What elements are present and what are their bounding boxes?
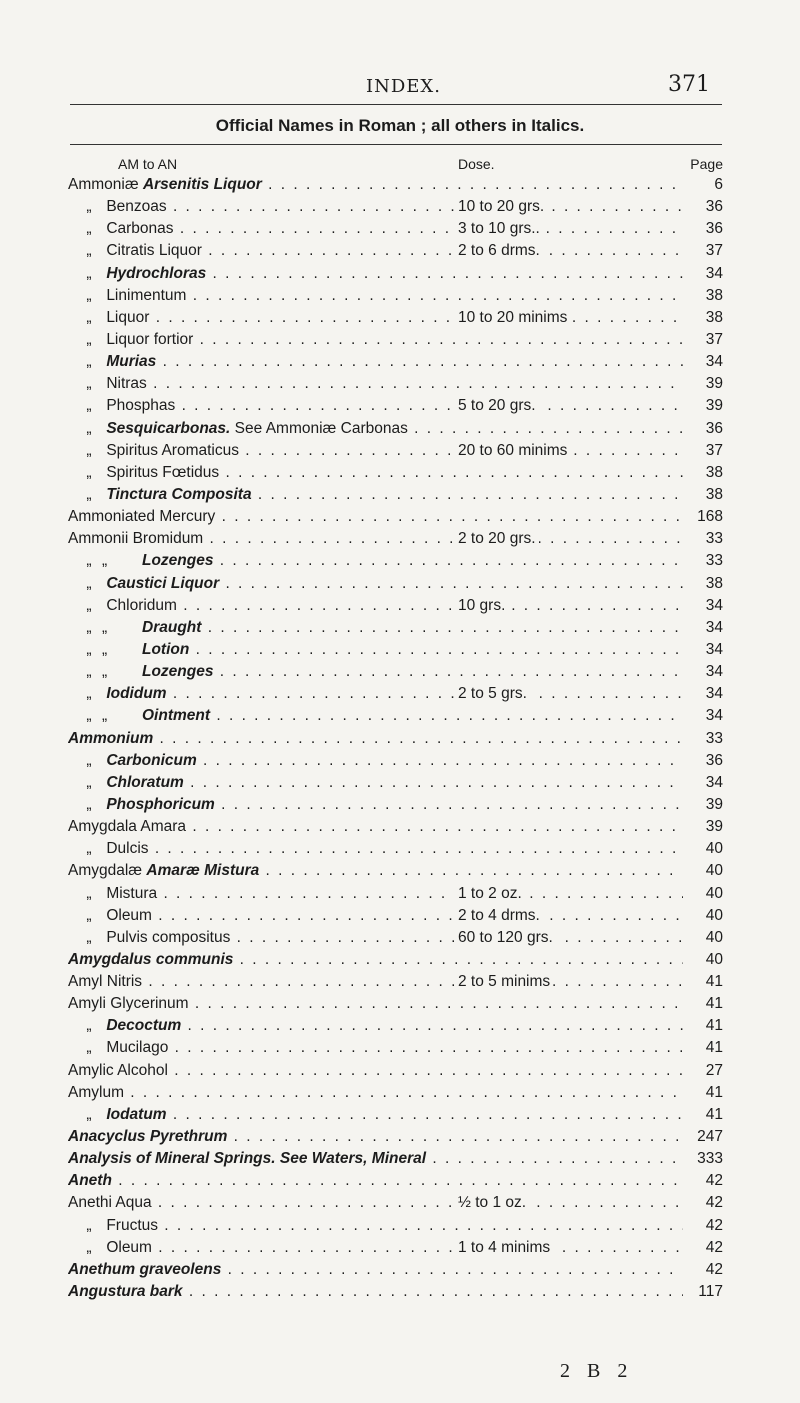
entry-name: Murias: [106, 353, 157, 371]
entry-leader: [68, 462, 683, 484]
entry-leader: [68, 218, 683, 240]
index-entry: [68, 174, 723, 196]
ditto-mark: „: [86, 574, 92, 592]
entry-name: Spiritus Fœtidus: [106, 463, 220, 481]
entry-page: 42: [683, 1215, 723, 1237]
ditto-mark: „: [102, 707, 108, 725]
ditto-mark: „: [86, 220, 92, 238]
index-entry: [68, 1126, 723, 1148]
entry-page: 40: [683, 949, 723, 971]
entry-page: 6: [683, 174, 723, 196]
index-entry: [68, 927, 723, 949]
entry-page: 36: [683, 218, 723, 240]
entry-name: Hydrochloras: [106, 264, 207, 282]
index-entry: [68, 639, 723, 661]
index-entry: [68, 728, 723, 750]
entry-page: 41: [683, 993, 723, 1015]
entry-leader: [68, 993, 683, 1015]
entry-leader: [68, 705, 683, 727]
entry-name: Mucilago: [106, 1039, 169, 1057]
column-headers: [68, 156, 723, 176]
entry-leader: [68, 1104, 683, 1126]
entry-dose: 20 to 60 minims: [454, 440, 570, 462]
entry-page: 33: [683, 728, 723, 750]
index-entry: [68, 1104, 723, 1126]
entry-page: 40: [683, 905, 723, 927]
index-entry: [68, 683, 723, 705]
entry-page: 39: [683, 373, 723, 395]
entry-page: 247: [683, 1126, 723, 1148]
entry-dose: 2 to 6 drms.: [454, 240, 543, 262]
index-entry: [68, 1037, 723, 1059]
entry-leader: [68, 484, 683, 506]
entry-page: 36: [683, 196, 723, 218]
entry-leader: [68, 1015, 683, 1037]
index-entry: [68, 1259, 723, 1281]
index-entry: [68, 750, 723, 772]
entry-name: Citratis Liquor: [106, 242, 202, 260]
ditto-mark: „: [86, 1216, 92, 1234]
ditto-mark: „: [86, 707, 92, 725]
entry-name: Carbonas: [106, 220, 174, 238]
entry-page: 42: [683, 1237, 723, 1259]
entry-page: 40: [683, 838, 723, 860]
entry-page: 42: [683, 1259, 723, 1281]
entry-name: Linimentum: [106, 286, 187, 304]
entry-name: Amygdalus communis: [68, 950, 234, 968]
entry-name: Iodatum: [106, 1105, 167, 1123]
entry-leader: [68, 661, 683, 683]
entry-name: Anacyclus Pyrethrum: [68, 1128, 228, 1146]
entry-page: 34: [683, 705, 723, 727]
entry-name: Draught: [142, 618, 202, 636]
entry-page: 41: [683, 1015, 723, 1037]
index-entry: [68, 550, 723, 572]
index-entry: [68, 860, 723, 882]
entry-leader: [68, 1215, 683, 1237]
ditto-mark: „: [86, 773, 92, 791]
entry-name-secondary: See Waters, Mineral: [279, 1150, 427, 1168]
entry-name: Mistura: [106, 884, 158, 902]
entry-page: 34: [683, 595, 723, 617]
ditto-mark: „: [86, 308, 92, 326]
entry-name: Phosphoricum: [106, 795, 215, 813]
entry-page: 168: [683, 506, 723, 528]
entry-leader: [68, 905, 683, 927]
entry-leader: [68, 351, 683, 373]
entry-leader: [68, 639, 683, 661]
ditto-mark: „: [102, 663, 108, 681]
entry-name: Lozenges: [142, 552, 214, 570]
entry-name: Phosphas: [106, 397, 176, 415]
index-subtitle: Official Names in Roman ; all others in Italics.: [215, 116, 585, 135]
entry-name: Dulcis: [106, 840, 149, 858]
entry-name: Tinctura Composita: [106, 485, 252, 503]
entry-page: 36: [683, 418, 723, 440]
index-entry: [68, 993, 723, 1015]
index-entry: [68, 263, 723, 285]
entry-name: Ammonii Bromidum: [68, 530, 204, 548]
entry-name: Amyl Nitris: [68, 973, 143, 991]
entry-name: Amylic Alcohol: [68, 1061, 168, 1079]
ditto-mark: „: [86, 485, 92, 503]
index-entry: [68, 1060, 723, 1082]
ditto-mark: „: [86, 1017, 92, 1035]
ditto-mark: „: [86, 264, 92, 282]
ditto-mark: „: [86, 596, 92, 614]
entry-page: 34: [683, 263, 723, 285]
entry-page: 34: [683, 772, 723, 794]
entry-page: 33: [683, 528, 723, 550]
ditto-mark: „: [86, 906, 92, 924]
entry-dose: 2 to 5 grs.: [454, 683, 530, 705]
ditto-mark: „: [86, 552, 92, 570]
index-entry: [68, 838, 723, 860]
ditto-mark: „: [86, 1105, 92, 1123]
index-entry: [68, 285, 723, 307]
entry-leader: [68, 1170, 683, 1192]
entry-name: Ammoniæ: [68, 176, 139, 193]
entry-page: 42: [683, 1170, 723, 1192]
entry-name: Decoctum: [106, 1017, 182, 1035]
index-entry: [68, 1015, 723, 1037]
ditto-mark: „: [102, 618, 108, 636]
entry-name: Amygdala Amara: [68, 818, 187, 836]
entry-leader: [68, 1237, 683, 1259]
entry-page: 38: [683, 307, 723, 329]
header-rule: [70, 104, 722, 105]
entry-page: 38: [683, 285, 723, 307]
index-entry: [68, 373, 723, 395]
ditto-mark: „: [86, 397, 92, 415]
entry-leader: [68, 1148, 683, 1170]
index-entry: [68, 440, 723, 462]
ditto-mark: „: [86, 640, 92, 658]
entry-page: 38: [683, 484, 723, 506]
entry-leader: [68, 196, 683, 218]
signature-mark: 2 B 2: [560, 1360, 634, 1382]
entry-leader: [68, 949, 683, 971]
index-entry: [68, 351, 723, 373]
entry-page: 39: [683, 816, 723, 838]
entry-dose: 3 to 10 grs..: [454, 218, 543, 240]
entry-dose: 2 to 20 grs.: [454, 528, 539, 550]
entry-leader: [68, 573, 683, 595]
entry-leader: [68, 728, 683, 750]
entry-dose: 2 to 5 minims: [454, 971, 553, 993]
entry-leader: [68, 550, 683, 572]
entry-dose: ½ to 1 oz.: [454, 1192, 529, 1214]
subtitle-rule: [70, 144, 722, 145]
entry-page: 36: [683, 750, 723, 772]
entry-dose: 1 to 2 oz.: [454, 883, 525, 905]
entry-name: Nitras: [106, 375, 147, 393]
entry-name: Analysis of Mineral Springs.: [68, 1150, 276, 1168]
entry-leader: [68, 883, 683, 905]
entry-name: Liquor: [106, 308, 150, 326]
entry-name: Ammonium: [68, 729, 154, 747]
entry-leader: [68, 772, 683, 794]
index-entry: [68, 506, 723, 528]
entry-page: 41: [683, 1037, 723, 1059]
entry-name: Lotion: [142, 640, 190, 658]
entry-name: Chloratum: [106, 773, 184, 791]
entry-name-secondary: Arsenitis Liquor: [142, 176, 262, 193]
index-entry: [68, 883, 723, 905]
index-entry: [68, 218, 723, 240]
entry-page: 333: [683, 1148, 723, 1170]
entry-page: 34: [683, 683, 723, 705]
entry-name: Caustici Liquor: [106, 574, 220, 592]
ditto-mark: „: [86, 463, 92, 481]
running-head: [0, 72, 800, 102]
entry-leader: [68, 750, 683, 772]
entry-leader: [68, 927, 683, 949]
ditto-mark: „: [86, 242, 92, 260]
entry-leader: [68, 240, 683, 262]
entry-leader: [68, 1060, 683, 1082]
entry-name: Oleum: [106, 1238, 152, 1256]
index-entry: [68, 816, 723, 838]
entry-leader: [68, 794, 683, 816]
index-entries: [68, 174, 723, 1303]
entry-name: Ammoniated Mercury: [68, 508, 216, 526]
entry-leader: [68, 860, 683, 882]
entry-leader: [68, 1126, 683, 1148]
entry-leader: [68, 683, 683, 705]
entry-leader: [68, 971, 683, 993]
index-entry: [68, 329, 723, 351]
ditto-mark: „: [86, 330, 92, 348]
entry-name-secondary: Amaræ Mistura: [146, 862, 260, 880]
entry-page: 38: [683, 462, 723, 484]
entry-leader: [68, 1281, 683, 1303]
entry-page: 34: [683, 639, 723, 661]
index-entry: [68, 661, 723, 683]
entry-name: Pulvis compositus: [106, 928, 231, 946]
entry-name: Carbonicum: [106, 751, 197, 769]
index-entry: [68, 196, 723, 218]
entry-leader: [68, 816, 683, 838]
entry-leader: [68, 373, 683, 395]
entry-dose: 1 to 4 minims: [454, 1237, 553, 1259]
entry-leader: [68, 1192, 683, 1214]
entry-leader: [68, 617, 683, 639]
ditto-mark: „: [86, 441, 92, 459]
ditto-mark: „: [86, 685, 92, 703]
entry-name: Benzoas: [106, 198, 167, 216]
entry-page: 33: [683, 550, 723, 572]
entry-page: 39: [683, 794, 723, 816]
ditto-mark: „: [86, 198, 92, 216]
index-entry: [68, 705, 723, 727]
entry-leader: [68, 395, 683, 417]
entry-dose: 10 to 20 minims: [454, 307, 570, 329]
entry-leader: [68, 1082, 683, 1104]
ditto-mark: „: [86, 928, 92, 946]
index-entry: [68, 1082, 723, 1104]
ditto-mark: „: [86, 840, 92, 858]
entry-leader: [68, 528, 683, 550]
index-entry: [68, 418, 723, 440]
entry-name: Amygdalæ: [68, 862, 143, 880]
entry-page: 117: [683, 1281, 723, 1303]
dose-header: Dose.: [458, 156, 495, 172]
entry-page: 41: [683, 1104, 723, 1126]
index-entry: [68, 1170, 723, 1192]
ditto-mark: „: [86, 884, 92, 902]
index-entry: [68, 772, 723, 794]
index-entry: [68, 617, 723, 639]
entry-page: 40: [683, 860, 723, 882]
index-entry: [68, 595, 723, 617]
index-entry: [68, 1148, 723, 1170]
entry-leader: [68, 506, 683, 528]
entry-page: 42: [683, 1192, 723, 1214]
index-entry: [68, 1237, 723, 1259]
entry-page: 37: [683, 440, 723, 462]
entry-page: 37: [683, 240, 723, 262]
entry-page: 34: [683, 617, 723, 639]
entry-name: Oleum: [106, 906, 152, 924]
entry-dose: 5 to 20 grs.: [454, 395, 539, 417]
page-number: 371: [668, 72, 710, 97]
entry-page: 41: [683, 1082, 723, 1104]
entry-leader: [68, 329, 683, 351]
index-entry: [68, 484, 723, 506]
index-entry: [68, 573, 723, 595]
ditto-mark: „: [86, 1238, 92, 1256]
ditto-mark: „: [86, 353, 92, 371]
index-entry: [68, 395, 723, 417]
entry-leader: [68, 595, 683, 617]
entry-leader: [68, 440, 683, 462]
entry-name: Spiritus Aromaticus: [106, 441, 239, 459]
entry-leader: [68, 1037, 683, 1059]
entry-name: Amylum: [68, 1083, 124, 1101]
entry-leader: [68, 838, 683, 860]
entry-name: Fructus: [106, 1216, 158, 1234]
entry-name: Lozenges: [142, 663, 214, 681]
ditto-mark: „: [86, 751, 92, 769]
entry-page: 40: [683, 927, 723, 949]
ditto-mark: „: [86, 375, 92, 393]
running-head-title: INDEX.: [366, 76, 441, 97]
entry-page: 39: [683, 395, 723, 417]
entry-name: Chloridum: [106, 596, 177, 614]
entry-page: 27: [683, 1060, 723, 1082]
entry-page: 40: [683, 883, 723, 905]
index-entry: [68, 905, 723, 927]
entry-name: Amyli Glycerinum: [68, 995, 189, 1013]
entry-leader: [68, 285, 683, 307]
index-entry: [68, 1192, 723, 1214]
entry-dose: 10 to 20 grs.: [454, 196, 547, 218]
ditto-mark: „: [86, 618, 92, 636]
ditto-mark: „: [86, 286, 92, 304]
entry-leader: [68, 174, 683, 196]
entry-name-secondary: See Ammoniæ Carbonas: [234, 419, 408, 437]
ditto-mark: „: [86, 663, 92, 681]
entry-name: Liquor fortior: [106, 330, 194, 348]
page-header: Page: [690, 156, 723, 172]
entry-leader: [68, 307, 683, 329]
entry-name: Aneth: [68, 1172, 112, 1190]
entry-name: Iodidum: [106, 685, 167, 703]
index-entry: [68, 307, 723, 329]
ditto-mark: „: [86, 795, 92, 813]
entry-page: 37: [683, 329, 723, 351]
ditto-mark: „: [86, 1039, 92, 1057]
entry-name: Angustura bark: [68, 1283, 183, 1301]
entry-leader: [68, 263, 683, 285]
entry-dose: 10 grs.: [454, 595, 508, 617]
entry-dose: 60 to 120 grs.: [454, 927, 556, 949]
entry-name: Anethi Aqua: [68, 1194, 152, 1212]
index-entry: [68, 971, 723, 993]
entry-page: 34: [683, 661, 723, 683]
ditto-mark: „: [86, 419, 92, 437]
entry-name: Anethum graveolens: [68, 1260, 222, 1278]
index-entry: [68, 1215, 723, 1237]
entry-page: 34: [683, 351, 723, 373]
entry-page: 41: [683, 971, 723, 993]
index-entry: [68, 528, 723, 550]
ditto-mark: „: [102, 552, 108, 570]
index-entry: [68, 794, 723, 816]
index-entry: [68, 240, 723, 262]
index-entry: [68, 1281, 723, 1303]
range-header: AM to AN: [118, 156, 178, 172]
index-entry: [68, 949, 723, 971]
entry-leader: [68, 418, 683, 440]
entry-dose: 2 to 4 drms.: [454, 905, 543, 927]
entry-leader: [68, 1259, 683, 1281]
entry-page: 38: [683, 573, 723, 595]
entry-name: Ointment: [142, 707, 211, 725]
index-entry: [68, 462, 723, 484]
ditto-mark: „: [102, 640, 108, 658]
entry-name: Sesquicarbonas.: [106, 419, 231, 437]
